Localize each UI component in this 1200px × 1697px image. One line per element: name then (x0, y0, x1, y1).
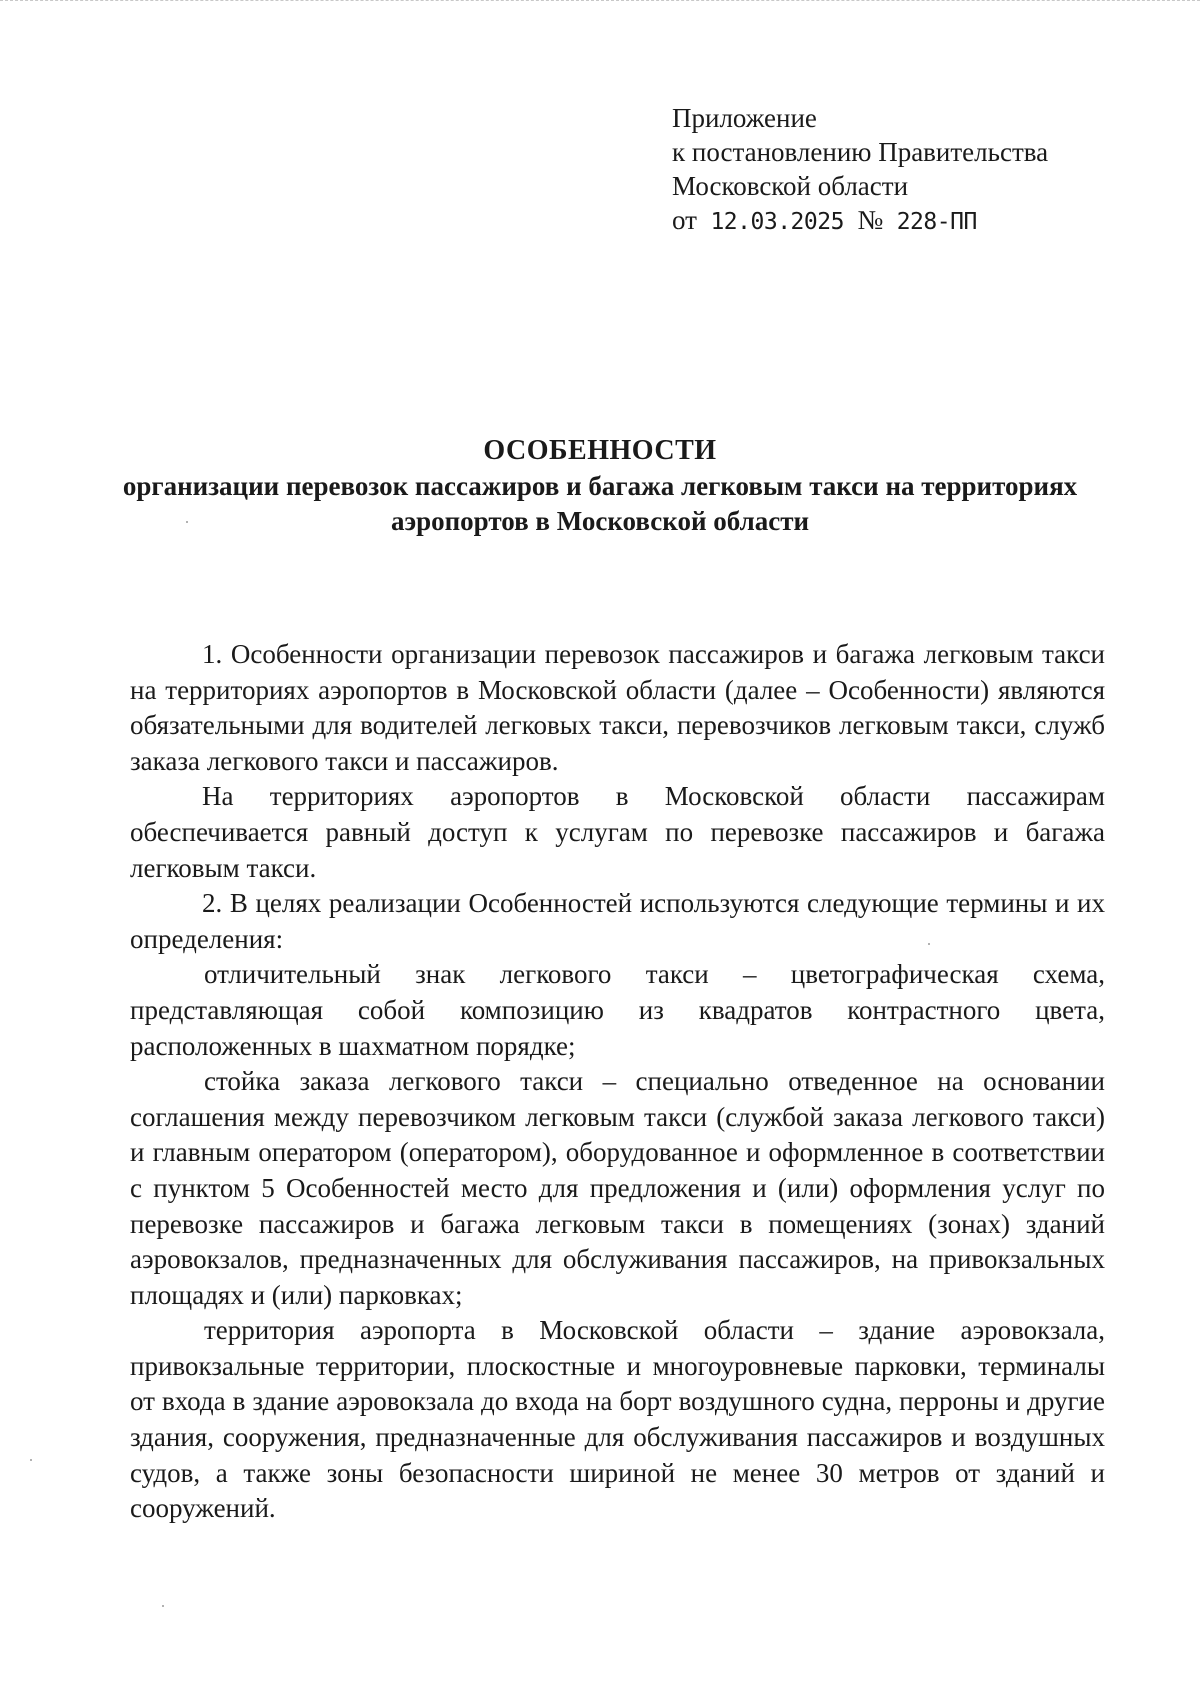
document-body (130, 637, 1105, 1527)
definition-taxi-sign: отличительный знак легкового такси – цветографическая схема, представляющая собой композицию из квадратов контрастного цвета, расположенных в шахматном порядке; (130, 959, 1105, 1061)
appendix-resolution-ref: к постановлению Правительства (672, 137, 1049, 167)
title-subheading: организации перевозок пассажиров и багажа легковым такси на территориях аэропортов в Московской области (122, 471, 1078, 536)
scan-speck (162, 1605, 164, 1607)
definition-order-desk: стойка заказа легкового такси – специально отведенное на основании соглашения между перевозчиком легковым такси (службой заказа легкового такси) и главным оператором (оператором), оборудованное и оформленное в соответствии с пунктом 5 Особенностей место для предложения и (или) оформления услуг по перевозке пассажиров и багажа легковым такси в помещениях (зонах) зданий аэровокзалов, предназначенных для обслуживания пассажиров, на привокзальных площадях и (или) парковках; (130, 1066, 1105, 1310)
resolution-date: 12.03.2025 (710, 209, 844, 235)
paragraph-3: 2. В целях реализации Особенностей используются следующие термины и их определения: (130, 888, 1105, 954)
title-heading: ОСОБЕННОСТИ (483, 435, 717, 466)
appendix-label: Приложение (672, 103, 817, 133)
scan-speck (30, 1459, 32, 1461)
date-prefix: от (672, 205, 697, 235)
paragraph-1: 1. Особенности организации перевозок пассажиров и багажа легковым такси на территориях аэропортов в Московской области (далее – Особенности) являются обязательными для водителей легковых такси, перевозчиков легковым такси, служб заказа легкового такси и пассажиров. (130, 639, 1105, 776)
scan-speck (928, 943, 930, 945)
definition-airport-territory: территория аэропорта в Московской области – здание аэровокзала, привокзальные территории, плоскостные и многоуровневые парковки, терминалы от входа в здание аэровокзала до входа на борт воздушного судна, перроны и другие здания, сооружения, предназначенные для обслуживания пассажиров и воздушных судов, а также зоны безопасности шириной не менее 30 метров от зданий и сооружений. (130, 1315, 1105, 1524)
appendix-header (672, 101, 1152, 239)
paragraph-2: На территориях аэропортов в Московской области пассажирам обеспечивается равный доступ к услугам по перевозке пассажиров и багажа легковым такси. (130, 781, 1105, 883)
scan-speck (186, 521, 188, 523)
document-title (100, 433, 1100, 539)
resolution-number: 228-ПП (896, 209, 977, 235)
number-sign: № (857, 205, 884, 235)
appendix-date-line (672, 203, 1152, 239)
appendix-region: Московской области (672, 171, 909, 201)
